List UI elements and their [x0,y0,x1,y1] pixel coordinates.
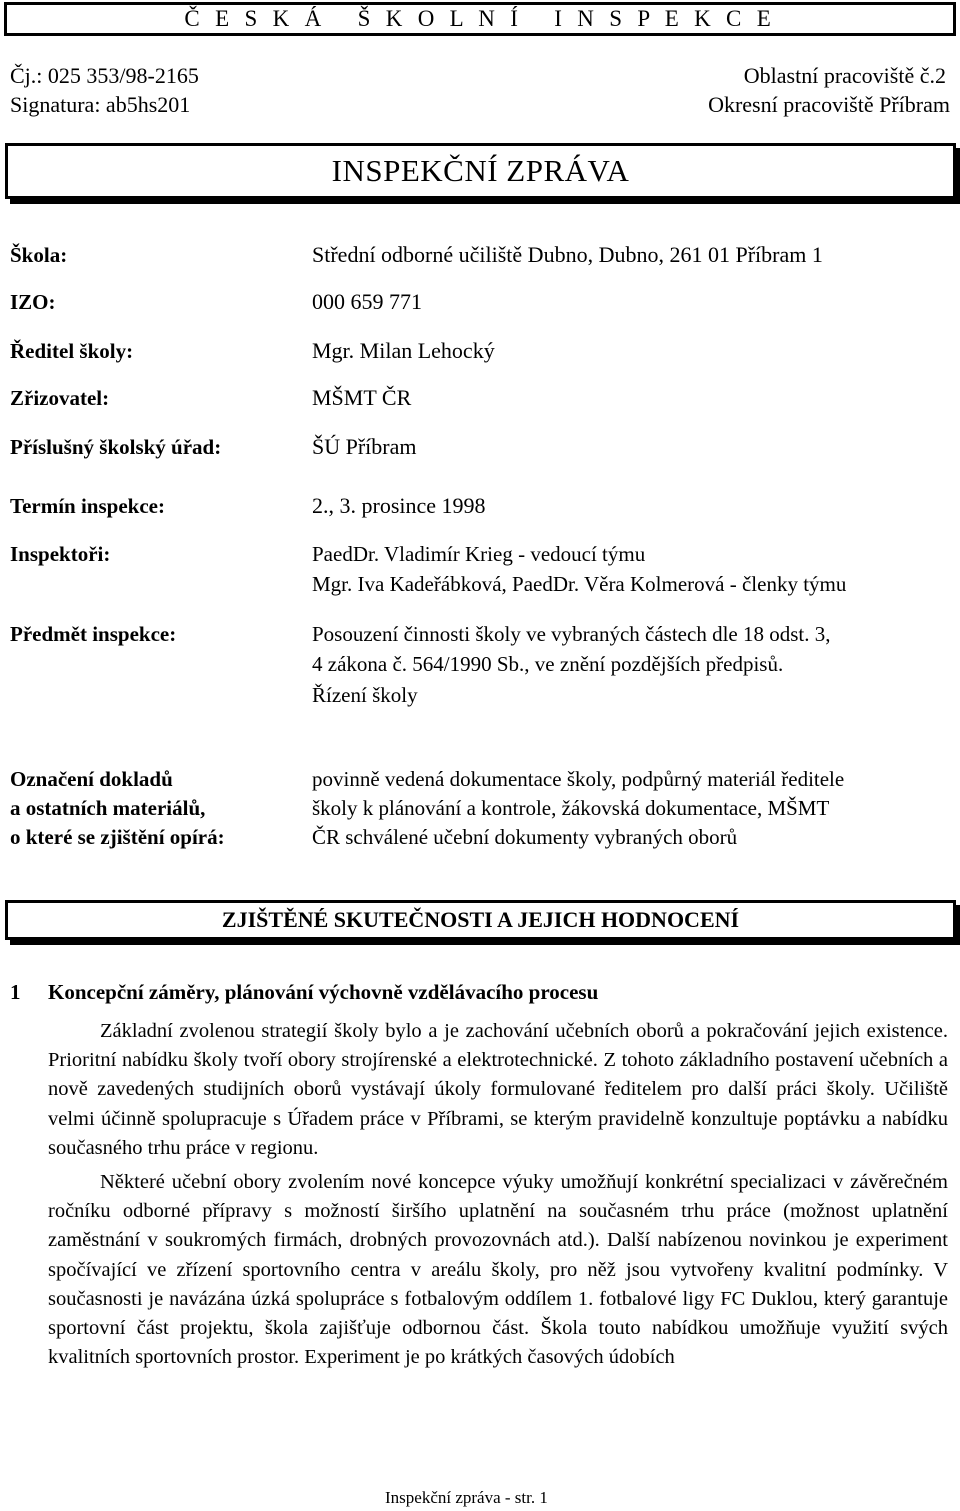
school-office-label: Příslušný školský úřad: [10,435,222,459]
regional-office: Oblastní pracoviště č.2 [743,63,946,88]
header-banner [4,2,956,36]
section-number: 1 [10,980,21,1004]
school-office-value: ŠÚ Příbram [312,434,417,459]
director-label: Ředitel školy: [10,339,134,363]
findings-section-box [5,900,956,940]
school-label: Škola: [10,243,68,267]
founder-value: MŠMT ČR [312,385,412,410]
header-title: Č E S K Á Š K O L N Í I N S P E K C E [184,6,776,31]
inspectors-line-2: Mgr. Iva Kadeřábková, PaedDr. Věra Kolmerová - členky týmu [312,572,847,596]
inspection-date-label: Termín inspekce: [10,494,165,518]
inspectors-line-1: PaedDr. Vladimír Krieg - vedoucí týmu [312,542,646,566]
documents-line-1: povinně vedená dokumentace školy, podpůrný materiál ředitele [312,767,845,791]
district-office: Okresní pracoviště Příbram [708,92,950,117]
reference-number: Čj.: 025 353/98-2165 [10,63,199,88]
findings-section-title: ZJIŠTĚNÉ SKUTEČNOSTI A JEJICH HODNOCENÍ [221,907,740,932]
report-title-box [5,143,956,199]
school-value: Střední odborné učiliště Dubno, Dubno, 261 01 Příbram 1 [312,242,823,267]
director-value: Mgr. Milan Lehocký [312,338,495,363]
section-body [48,1017,948,1372]
inspectors-label: Inspektoři: [10,542,111,566]
subject-label: Předmět inspekce: [10,622,177,646]
page-footer: Inspekční zpráva - str. 1 [385,1488,548,1507]
report-title: INSPEKČNÍ ZPRÁVA [331,153,630,188]
izo-label: IZO: [10,290,56,314]
founder-label: Zřizovatel: [10,386,110,410]
subject-line-2: 4 zákona č. 564/1990 Sb., ve znění pozdějších předpisů. [312,652,784,676]
documents-label-3: o které se zjištění opírá: [10,825,225,849]
paragraph-2: Některé učební obory zvolením nové koncepce výuky umožňují konkrétní specializaci v závěrečném ročníku odborné přípravy s možností širšího uplatnění na současném trhu práce (možnost uplatnění zaměstnání v soukromých firmách, drobných provozovnách atd.). Další nabízenou novinkou je experiment spočívající ve zřízení sportovního centra v areálu školy, pro něž jsou vytvořeny kvalitní podmínky. V současnosti je navázána úzká spolupráce s fotbalovým oddílem 1. fotbalové ligy FC Duklou, který garantuje sportovní část projektu, škola zajišťuje odbornou část. Škola touto nabídkou umožňuje využití svých kvalitních sportovních prostor. Experiment je po krátkých časových údobích [48,1171,948,1369]
documents-line-2: školy k plánování a kontrole, žákovská dokumentace, MŠMT [312,796,830,820]
paragraph-1: Základní zvolenou strategií školy bylo a je zachování učebních oborů a pokračování jejich existence. Prioritní nabídku školy tvoří obory strojírenské a elektrotechnické. Z tohoto základního postavení učebních a nově zavedených studijních oborů vystávají úkoly formulované ředitelem pro další práci školy. Učiliště velmi účinně spolupracuje s Úřadem práce v Příbrami, se kterým pravidelně konzultuje poptávku a nabídku současného trhu práce v regionu. [48,1020,948,1159]
section-heading: Koncepční záměry, plánování výchovně vzdělávacího procesu [48,980,599,1004]
documents-line-3: ČR schválené učební dokumenty vybraných oborů [312,825,738,849]
subject-line-3: Řízení školy [312,683,418,707]
documents-label-2: a ostatních materiálů, [10,796,206,820]
documents-label-1: Označení dokladů [10,767,173,791]
izo-value: 000 659 771 [312,289,422,314]
signature: Signatura: ab5hs201 [10,92,191,117]
inspection-date-value: 2., 3. prosince 1998 [312,493,486,518]
subject-line-1: Posouzení činnosti školy ve vybraných částech dle 18 odst. 3, [312,622,831,646]
